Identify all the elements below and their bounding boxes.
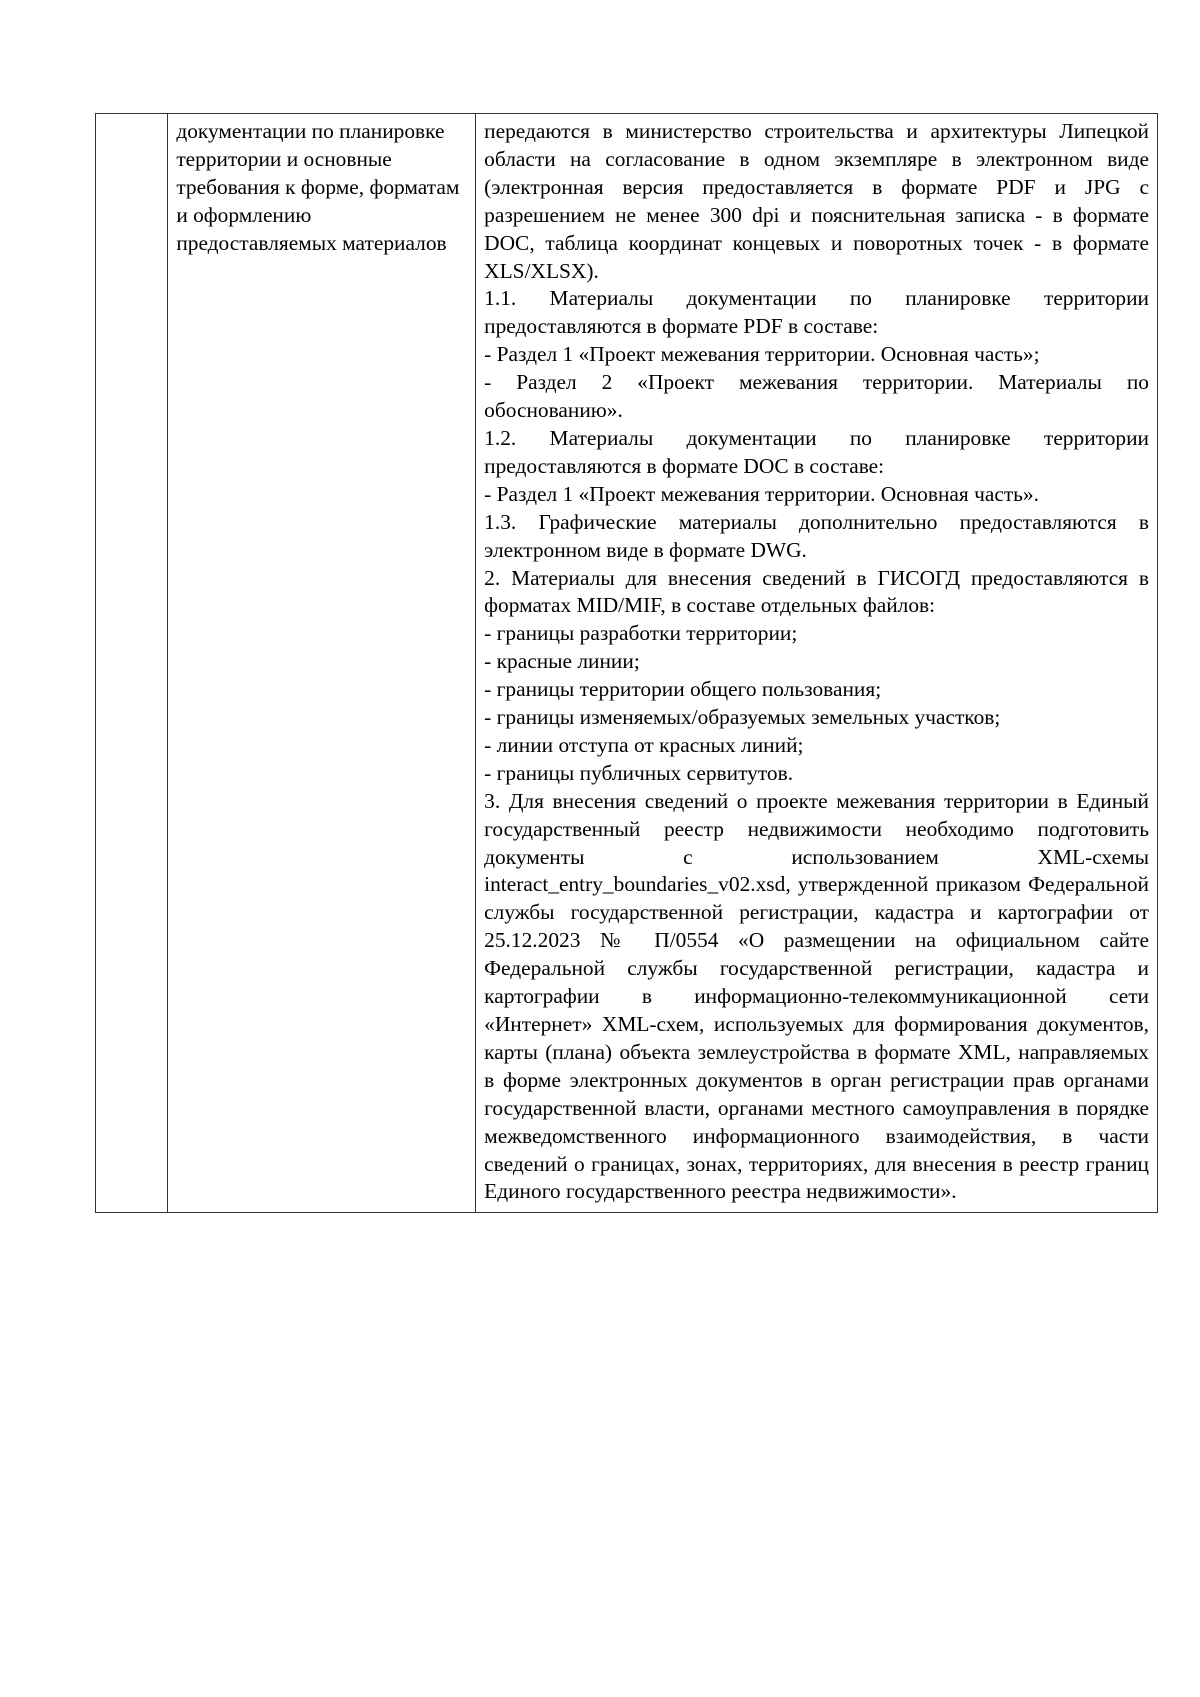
table-row xyxy=(96,114,1158,1213)
list-item: - границы разработки территории; xyxy=(484,621,798,646)
list-item: - границы публичных сервитутов. xyxy=(484,760,794,785)
paragraph-1-2: 1.2. Материалы документации по планировке территории предоставляются в формате DOC в составе: xyxy=(484,425,1149,478)
list-item: - границы изменяемых/образуемых земельных участков; xyxy=(484,705,1001,730)
list-item: - Раздел 1 «Проект межевания территории. Основная часть». xyxy=(484,481,1039,506)
paragraph-3: 3. Для внесения сведений о проекте межевания территории в Единый государственный реестр недвижимости необходимо подготовить документы с использованием XML-схемы interact_entry_boundaries_v02.xsd, утвержденной приказом Федеральной службы государственной регистрации, кадастра и картографии от 25.12.2023 № П/0554 «О размещении на официальном сайте Федеральной службы государственной регистрации, кадастра и картографии в информационно-телекоммуникационной сети «Интернет» XML-схем, используемых для формирования документов, карты (плана) объекта землеустройства в формате XML, направляемых в форме электронных документов в орган регистрации прав органами государственной власти, органами местного самоуправления в порядке межведомственного информационного взаимодействия, в части сведений о границах, зонах, территориях, для внесения в реестр границ Единого государственного реестра недвижимости». xyxy=(484,788,1149,1204)
requirements-table xyxy=(95,113,1158,1213)
row-number-cell xyxy=(96,114,168,1213)
row-label-cell: документации по планировке территории и основные требования к форме, форматам и оформлению предоставляемых материалов xyxy=(168,114,476,1213)
list-item: - Раздел 2 «Проект межевания территории. Материалы по обоснованию». xyxy=(484,370,1149,423)
paragraph-2: 2. Материалы для внесения сведений в ГИСОГД предоставляются в форматах MID/MIF, в составе отдельных файлов: xyxy=(484,565,1149,618)
list-item: - красные линии; xyxy=(484,649,640,674)
list-item: - границы территории общего пользования; xyxy=(484,677,882,702)
paragraph-1-1: 1.1. Материалы документации по планировке территории предоставляются в формате PDF в составе: xyxy=(484,286,1149,339)
row-content-cell xyxy=(476,114,1158,1213)
list-item: - линии отступа от красных линий; xyxy=(484,732,804,757)
paragraph-1-3: 1.3. Графические материалы дополнительно предоставляются в электронном виде в формате DWG. xyxy=(484,509,1149,562)
list-item: - Раздел 1 «Проект межевания территории. Основная часть»; xyxy=(484,342,1040,367)
paragraph-transfer: передаются в министерство строительства и архитектуры Липецкой области на согласование в одном экземпляре в электронном виде (электронная версия предоставляется в формате PDF и JPG с разрешением не менее 300 dpi и пояснительная записка - в формате DOC, таблица координат концевых и поворотных точек - в формате XLS/XLSX). xyxy=(484,119,1149,283)
